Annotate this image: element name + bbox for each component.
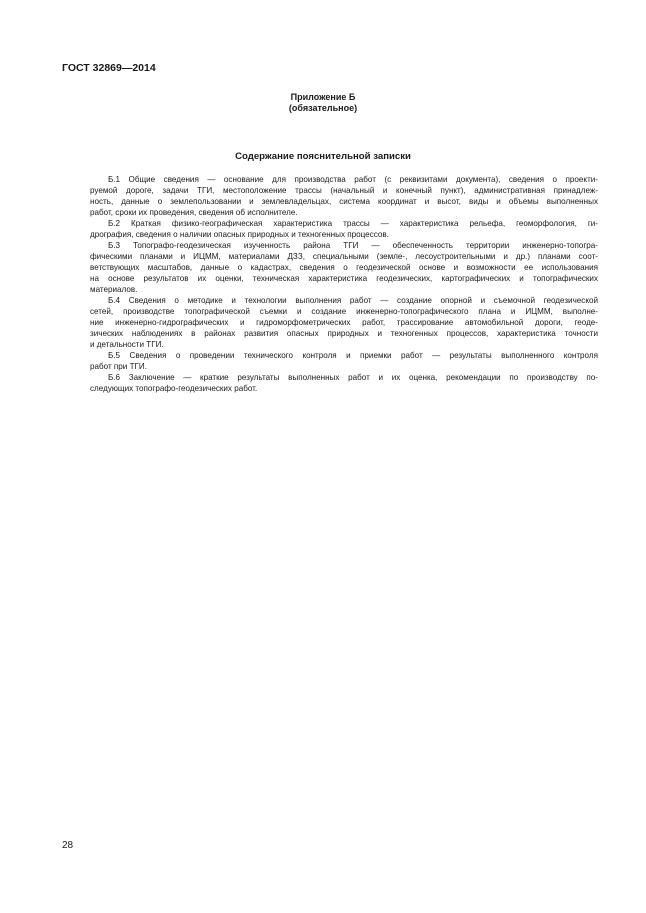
page-number: 28 <box>62 840 74 851</box>
text-line: Б.4 Сведения о методике и технологии выполнения работ — создание опорной и съемочной геодезической <box>108 296 598 305</box>
text-line: ветствующих масштабов, данные о кадастрах, сведения о геодезической основе и возможности ее использования <box>90 263 598 272</box>
text-line: Б.1 Общие сведения — основание для производства работ (с реквизитами документа), сведения о проекти- <box>108 175 598 184</box>
text-line: Б.2 Краткая физико-географическая характеристика трассы — характеристика рельефа, геоморфология, ги- <box>108 219 598 228</box>
text-line: на основе результатов их оценки, техническая характеристика геодезических, картографических и топографических <box>90 274 598 283</box>
text-line: дрография, сведения о наличии опасных природных и техногенных процессов. <box>90 230 389 239</box>
text-line: следующих топографо-геодезических работ. <box>90 384 258 393</box>
section-body <box>90 174 598 394</box>
text-line: руемой дороге, задачи ТГИ, местоположение трассы (начальный и конечный пункт), административная принадлеж- <box>90 186 598 195</box>
text-line: ние инженерно-гидрографических и гидроморфометрических работ, трассирование автомобильной дороги, геоде- <box>90 318 598 327</box>
text-line: и детальности ТГИ. <box>90 340 164 349</box>
section-title: Содержание пояснительной записки <box>235 151 411 162</box>
text-line: Б.5 Сведения о проведении технического контроля и приемки работ — результаты выполненного контроля <box>108 351 598 360</box>
text-line: Б.6 Заключение — краткие результаты выполненных работ и их оценка, рекомендации по производству по- <box>108 373 598 382</box>
document-header: ГОСТ 32869—2014 <box>62 62 156 74</box>
appendix-status: (обязательное) <box>288 103 358 113</box>
text-line: материалов. <box>90 285 138 294</box>
text-line: зических наблюдениях в районах развития опасных природных и техногенных процессов, характеристика точности <box>90 329 598 338</box>
text-line: работ, сроки их проведения, сведения об исполнителе. <box>90 208 298 217</box>
text-line: фическими планами и ИЦММ, материалами ДЗЗ, специальными (земле-, лесоустроительными и др.) планами соот- <box>90 252 598 261</box>
text-line: Б.3 Топографо-геодезическая изученность района ТГИ — обеспеченность территории инженерно-топогра- <box>108 241 598 250</box>
text-line: сетей, производстве топографической съемки и создание инженерно-топографического плана и ИЦММ, выполне- <box>90 307 598 316</box>
appendix-title: Приложение Б <box>290 92 356 102</box>
text-line: ность, данные о землепользовании и землевладельцах, система координат и высот, виды и объемы выполненных <box>90 197 598 206</box>
text-line: работ при ТГИ. <box>90 362 147 371</box>
